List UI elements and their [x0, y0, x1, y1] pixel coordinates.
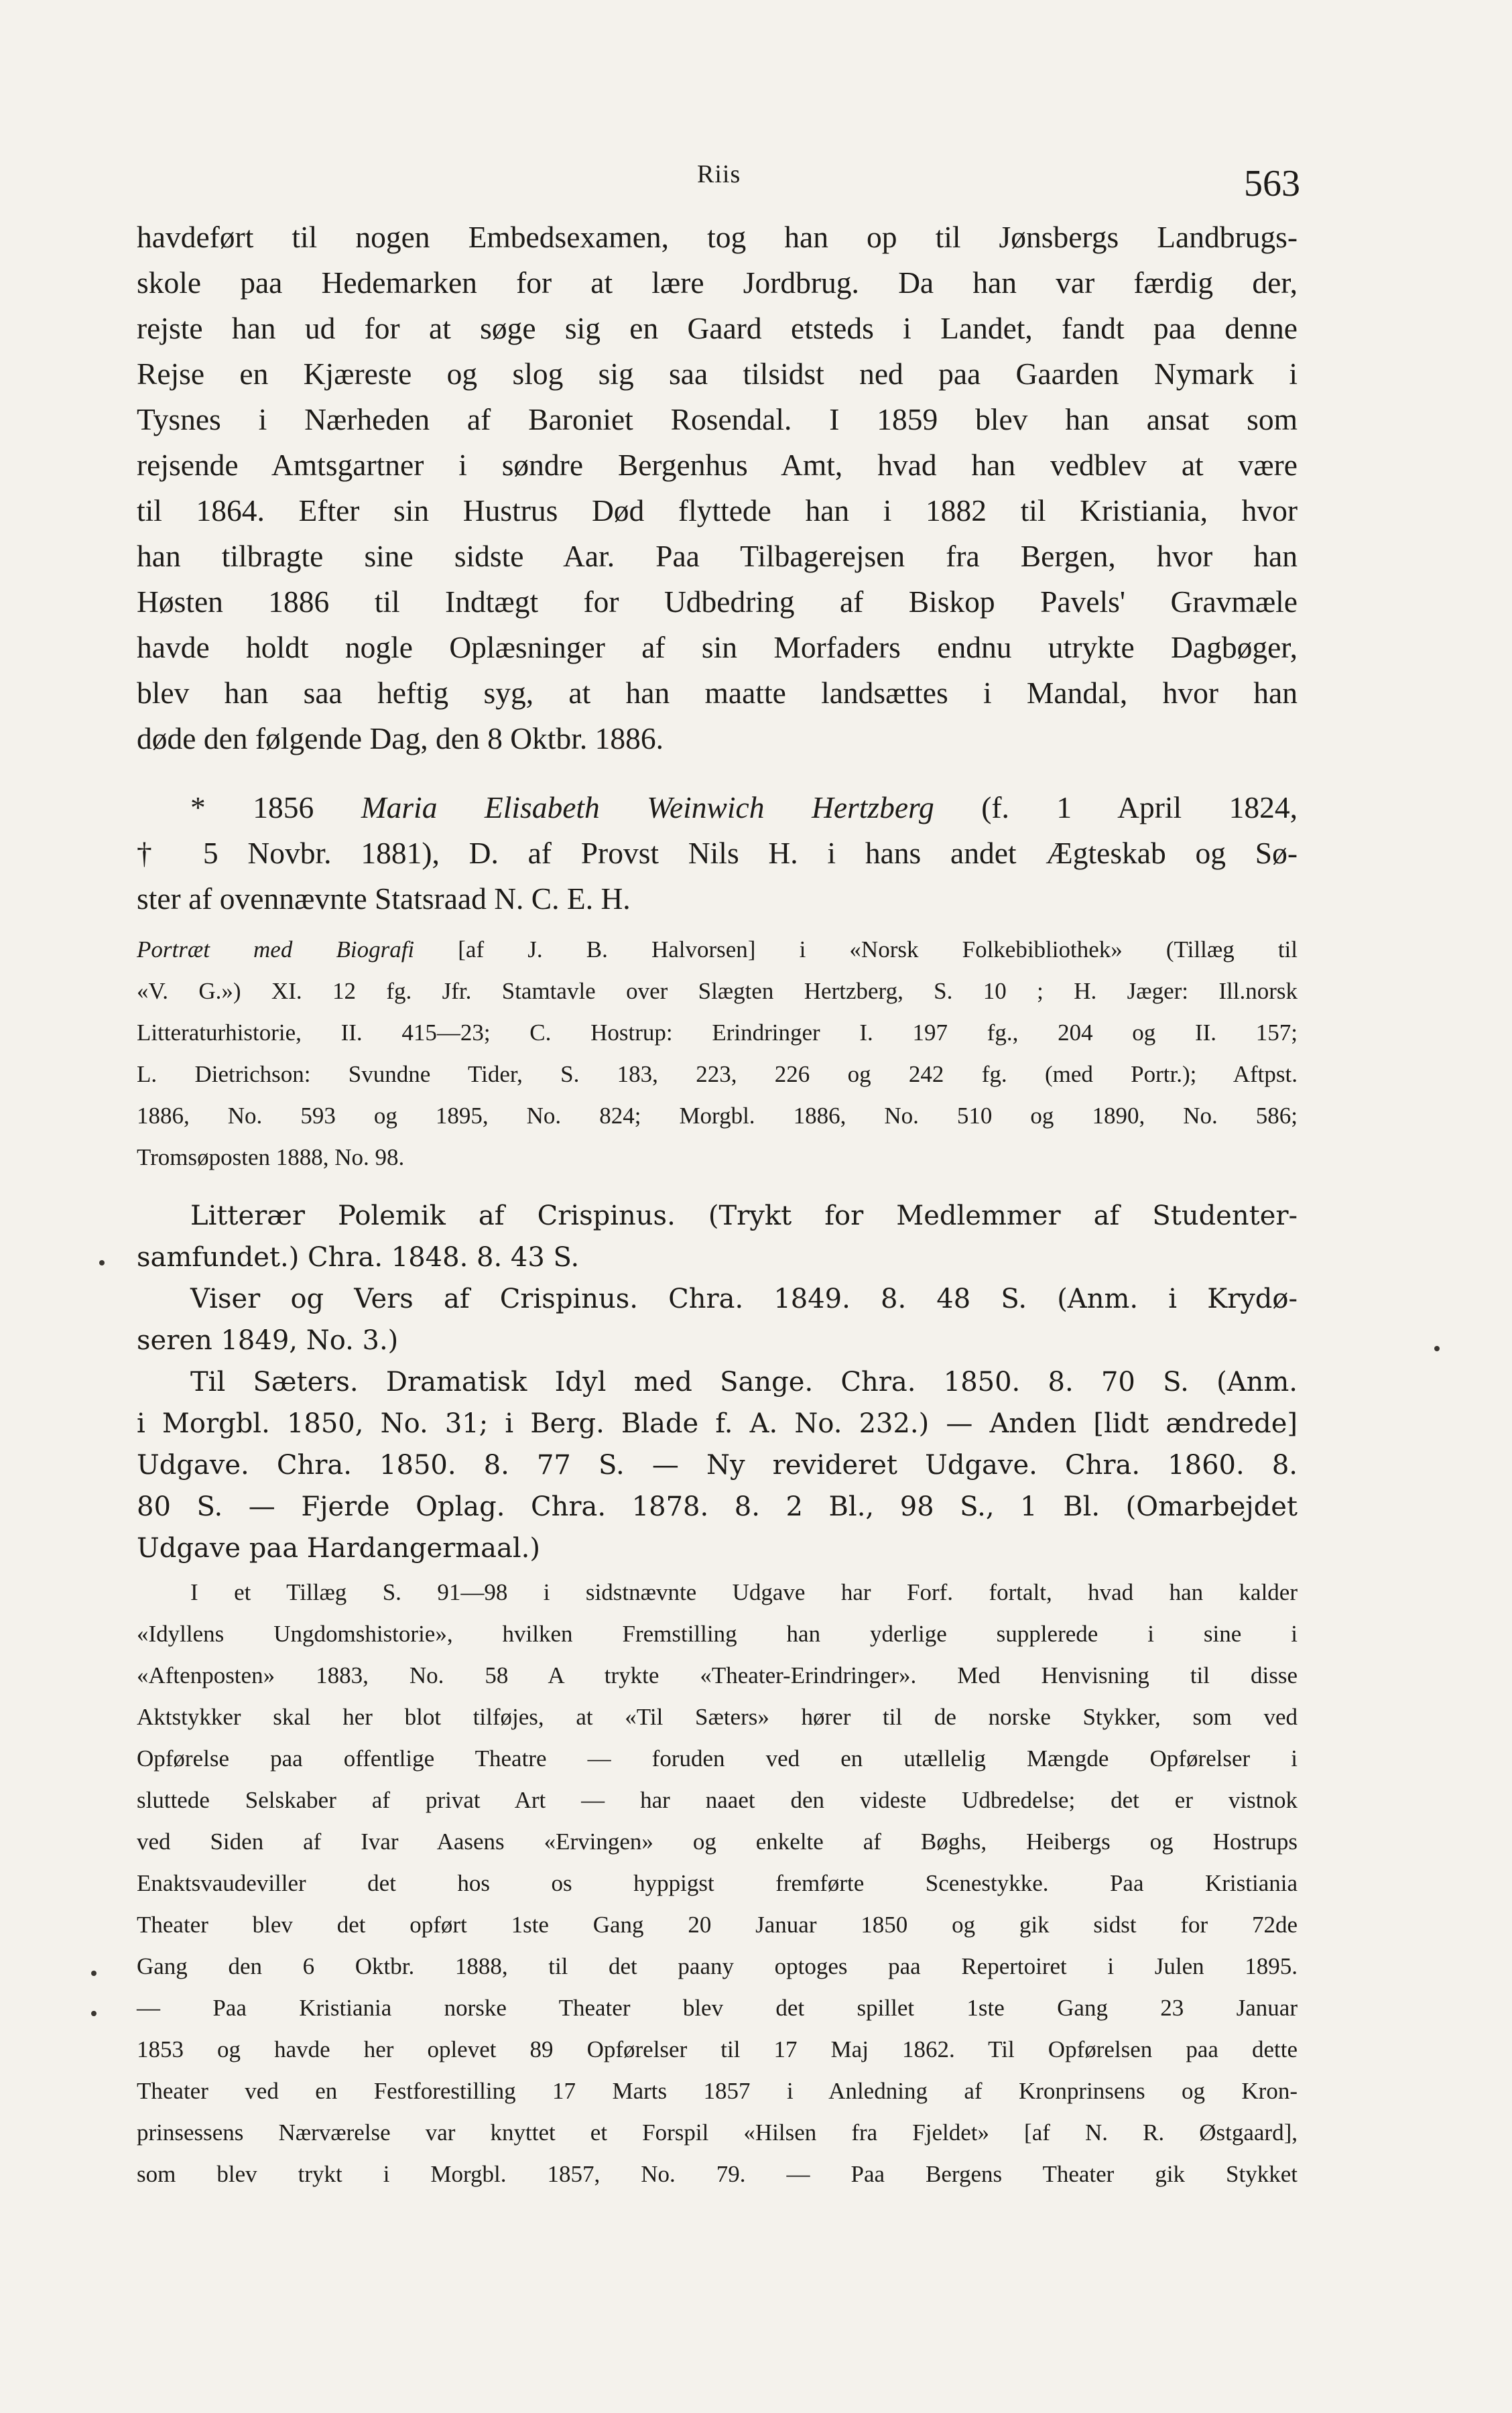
text-line: «Aftenposten» 1883, No. 58 A trykte «Theater-Erindringer». Med Henvisning til disse: [137, 1662, 1298, 1688]
text-line: I et Tillæg S. 91—98 i sidstnævnte Udgave har Forf. fortalt, hvad han kalder: [190, 1579, 1298, 1605]
text-line: [137, 929, 1298, 971]
text-line: 1853 og havde her oplevet 89 Opførelser til 17 Maj 1862. Til Opførelsen paa dette: [137, 2036, 1298, 2062]
text-line: som blev trykt i Morgbl. 1857, No. 79. — Paa Bergens Theater gik Stykket: [137, 2161, 1298, 2187]
bibliography-list: [137, 1195, 1298, 1569]
portrait-lead: Portræt med Biografi: [137, 936, 415, 963]
text-line: ster af ovennævnte Statsraad N. C. E. H.: [137, 881, 631, 916]
text-line: Theater blev det opført 1ste Gang 20 Januar 1850 og gik sidst for 72de: [137, 1912, 1298, 1938]
running-head: Riis: [697, 160, 741, 188]
text-line: blev han saa heftig syg, at han maatte landsættes i Mandal, hvor han: [137, 676, 1298, 710]
text-line: til 1864. Efter sin Hustrus Død flyttede han i 1882 til Kristiania, hvor: [137, 493, 1298, 528]
text-line: samfundet.) Chra. 1848. 8. 43 S.: [137, 1242, 580, 1273]
text-line: 1886, No. 593 og 1895, No. 824; Morgbl. 1886, No. 510 og 1890, No. 586;: [137, 1103, 1298, 1129]
text-line: døde den følgende Dag, den 8 Oktbr. 1886.: [137, 721, 664, 755]
page-header: [0, 160, 1512, 206]
text-line: Theater ved en Festforestilling 17 Marts 1857 i Anledning af Kronprinsens og Kron-: [137, 2078, 1298, 2104]
text-line: † 5 Novbr. 1881), D. af Provst Nils H. i hans andet Ægteskab og Sø-: [137, 836, 1298, 870]
wife-prefix: * 1856: [190, 790, 361, 824]
portrait-note: [137, 929, 1298, 1178]
text-line: «V. G.») XI. 12 fg. Jfr. Stamtavle over Slægten Hertzberg, S. 10 ; H. Jæger: Ill.norsk: [137, 978, 1298, 1004]
text-line: Udgave. Chra. 1850. 8. 77 S. — Ny revideret Udgave. Chra. 1860. 8.: [137, 1450, 1298, 1481]
text-line: havdeført til nogen Embedsexamen, tog han op til Jønsbergs Landbrugs-: [137, 220, 1298, 254]
bibliography-entry: Litterær Polemik af Crispinus. (Trykt for Medlemmer af Studenter-: [190, 1200, 1298, 1231]
bibliography-entry: Viser og Vers af Crispinus. Chra. 1849. 8. 48 S. (Anm. i Krydø-: [190, 1284, 1298, 1314]
wife-dates: (f. 1 April 1824,: [934, 790, 1298, 824]
text-line: seren 1849, No. 3.): [137, 1325, 399, 1356]
text-line: Gang den 6 Oktbr. 1888, til det paany optoges paa Repertoiret i Julen 1895.: [137, 1953, 1298, 1979]
text-line: Rejse en Kjæreste og slog sig saa tilsidst ned paa Gaarden Nymark i: [137, 357, 1298, 391]
text-line: Aktstykker skal her blot tilføjes, at «Til Sæters» hører til de norske Stykker, som ved: [137, 1704, 1298, 1730]
portrait-source: [af J. B. Halvorsen] i «Norsk Folkebibliothek» (Tillæg til: [414, 936, 1298, 963]
bibliography-entry: Til Sæters. Dramatisk Idyl med Sange. Chra. 1850. 8. 70 S. (Anm.: [190, 1367, 1298, 1398]
text-line: L. Dietrichson: Svundne Tider, S. 183, 223, 226 og 242 fg. (med Portr.); Aftpst.: [137, 1061, 1298, 1087]
paper-speck: [1434, 1346, 1440, 1351]
text-line: skole paa Hedemarken for at lære Jordbrug. Da han var færdig der,: [137, 265, 1298, 300]
paper-speck: [91, 2011, 97, 2016]
text-line: i Morgbl. 1850, No. 31; i Berg. Blade f. A. No. 232.) — Anden [lidt ændrede]: [137, 1408, 1298, 1439]
text-line: sluttede Selskaber af privat Art — har naaet den videste Udbredelse; det er vistnok: [137, 1787, 1298, 1813]
text-line: Litteraturhistorie, II. 415—23; C. Hostrup: Erindringer I. 197 fg., 204 og II. 157;: [137, 1019, 1298, 1046]
paper-speck: [99, 1260, 105, 1265]
page-number: 563: [1244, 163, 1300, 204]
text-line: 80 S. — Fjerde Oplag. Chra. 1878. 8. 2 Bl., 98 S., 1 Bl. (Omarbejdet: [137, 1491, 1298, 1522]
text-line: Tysnes i Nærheden af Baroniet Rosendal. I 1859 blev han ansat som: [137, 402, 1298, 436]
text-line: Høsten 1886 til Indtægt for Udbedring af Biskop Pavels' Gravmæle: [137, 584, 1298, 619]
text-line: prinsessens Nærværelse var knyttet et Forspil «Hilsen fra Fjeldet» [af N. R. Østgaard],: [137, 2119, 1298, 2146]
text-line: havde holdt nogle Oplæsninger af sin Morfaders endnu utrykte Dagbøger,: [137, 630, 1298, 664]
text-line: — Paa Kristiania norske Theater blev det spillet 1ste Gang 23 Januar: [137, 1995, 1298, 2021]
commentary-paragraph: [137, 1572, 1298, 2195]
paper-speck: [91, 1971, 97, 1976]
wife-name: Maria Elisabeth Weinwich Hertzberg: [361, 790, 934, 824]
text-line: [137, 785, 1298, 830]
text-line: rejste han ud for at søge sig en Gaard etsteds i Landet, fandt paa denne: [137, 311, 1298, 345]
text-line: Udgave paa Hardangermaal.): [137, 1533, 540, 1564]
text-line: ved Siden af Ivar Aasens «Ervingen» og enkelte af Bøghs, Heibergs og Hostrups: [137, 1829, 1298, 1855]
biography-paragraph: [137, 214, 1298, 761]
text-line: Tromsøposten 1888, No. 98.: [137, 1144, 405, 1170]
text-line: rejsende Amtsgartner i søndre Bergenhus Amt, hvad han vedblev at være: [137, 448, 1298, 482]
text-line: han tilbragte sine sidste Aar. Paa Tilbagerejsen fra Bergen, hvor han: [137, 539, 1298, 573]
text-line: Opførelse paa offentlige Theatre — foruden ved en utællelig Mængde Opførelser i: [137, 1745, 1298, 1772]
wife-paragraph: [137, 785, 1298, 922]
text-line: Enaktsvaudeviller det hos os hyppigst fremførte Scenestykke. Paa Kristiania: [137, 1870, 1298, 1896]
text-line: «Idyllens Ungdomshistorie», hvilken Fremstilling han yderlige supplerede i sine i: [137, 1621, 1298, 1647]
